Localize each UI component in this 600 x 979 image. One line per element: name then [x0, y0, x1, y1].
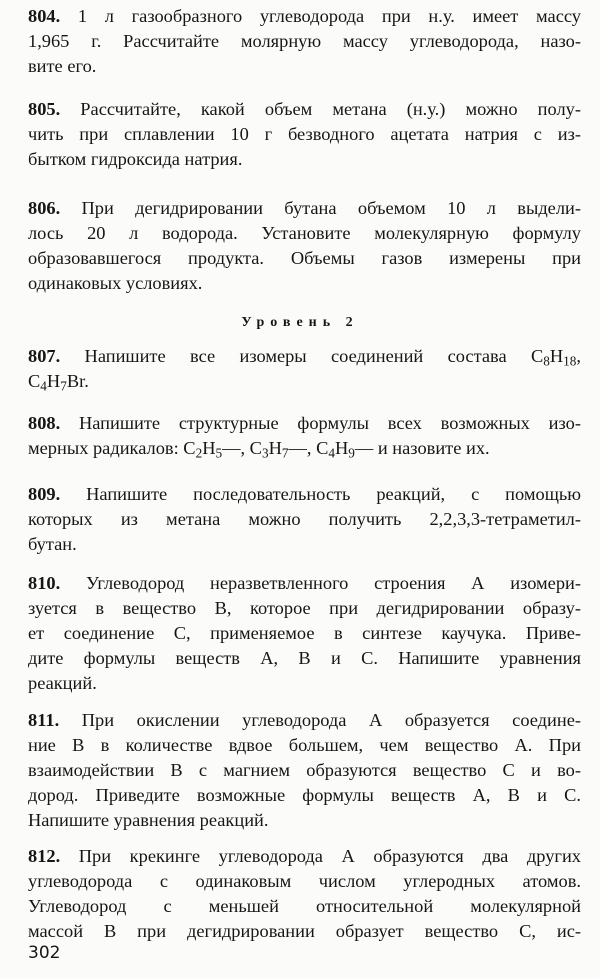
section-heading: Уровень 2: [241, 315, 359, 330]
problem-807: 807. Напишите все изомеры соединений состава $C_8H_{18}$, $C_4H_7Br$.: [28, 346, 581, 394]
problem-text-line: Напишите уравнения реакций.: [28, 810, 269, 830]
problem-text-line: одинаковых условиях.: [28, 273, 203, 293]
problem-text-line: зуется в вещество В, которое при дегидрировании образу-: [28, 598, 581, 618]
problem-number: 805.: [28, 99, 61, 119]
problem-number: 809.: [28, 484, 61, 504]
problem-number: 807.: [28, 346, 61, 366]
problem-number: 810.: [28, 573, 61, 593]
problem-text-line: реакций.: [28, 673, 97, 693]
problem-806: [28, 196, 581, 296]
problem-text-line: бутан.: [28, 534, 77, 554]
problem-text-line: 1 л газообразного углеводорода при н.у. имеет массу: [77, 6, 581, 26]
problem-text-line: которых из метана можно получить 2,2,3,3-тетраметил-: [28, 509, 581, 529]
problem-text-line: Напишите последовательность реакций, с помощью: [86, 484, 581, 504]
problem-text-line: При крекинге углеводорода А образуются два других: [78, 846, 581, 866]
page-number: 302: [28, 943, 61, 963]
problem-number: 806.: [28, 198, 61, 218]
problem-text-line: Углеводород неразветвленного строения А изомери-: [85, 573, 581, 593]
problem-text-line: Углеводород с меньшей относительной молекулярной: [28, 896, 581, 916]
problem-812: [28, 844, 581, 944]
problem-text-line: Рассчитайте, какой объем метана (н.у.) можно полу-: [80, 99, 581, 119]
problem-text-line: бытком гидроксида натрия.: [28, 149, 243, 169]
problem-text-line: 1,965 г. Рассчитайте молярную массу углеводорода, назо-: [28, 31, 581, 51]
problem-text-line: При окислении углеводорода А образуется соедине-: [81, 710, 581, 730]
problem-text-line: дите формулы веществ А, В и С. Напишите уравнения: [28, 648, 581, 668]
problem-text-line: взаимодействии В с магнием образуются вещество С и во-: [28, 760, 581, 780]
problem-number: 804.: [28, 6, 61, 26]
problem-810: [28, 571, 581, 696]
problem-805: [28, 97, 581, 172]
problem-text-line: вите его.: [28, 56, 97, 76]
problem-text-line: ние В в количестве вдвое большем, чем вещество А. При: [28, 735, 581, 755]
problem-text-line: дород. Приведите возможные формулы веществ А, В и С.: [28, 785, 581, 805]
problem-811: [28, 708, 581, 833]
problem-text-line: углеводорода с одинаковым числом углеродных атомов.: [28, 871, 581, 891]
problem-number: 808.: [28, 413, 61, 433]
problem-text-line: При дегидрировании бутана объемом 10 л выдели-: [81, 198, 581, 218]
problem-808: 808. Напишите структурные формулы всех возможных изо- мерных радикалов: $C_2H_5—$, $C_3H_7—$, $C_4H_9—$ и назовите их.: [28, 413, 581, 461]
problem-text-line: ет соединение С, применяемое в синтезе каучука. Приве-: [28, 623, 581, 643]
problem-804: [28, 4, 581, 79]
problem-number: 812.: [28, 846, 61, 866]
problem-809: [28, 482, 581, 557]
problem-text-line: лось 20 л водорода. Установите молекулярную формулу: [28, 223, 581, 243]
problem-text-line: чить при сплавлении 10 г безводного ацетата натрия с из-: [28, 124, 581, 144]
problem-text-line: массой В при дегидрировании образует вещество С, ис-: [28, 921, 581, 941]
problem-number: 811.: [28, 710, 60, 730]
problem-text-line: образовавшегося продукта. Объемы газов измерены при: [28, 248, 581, 268]
